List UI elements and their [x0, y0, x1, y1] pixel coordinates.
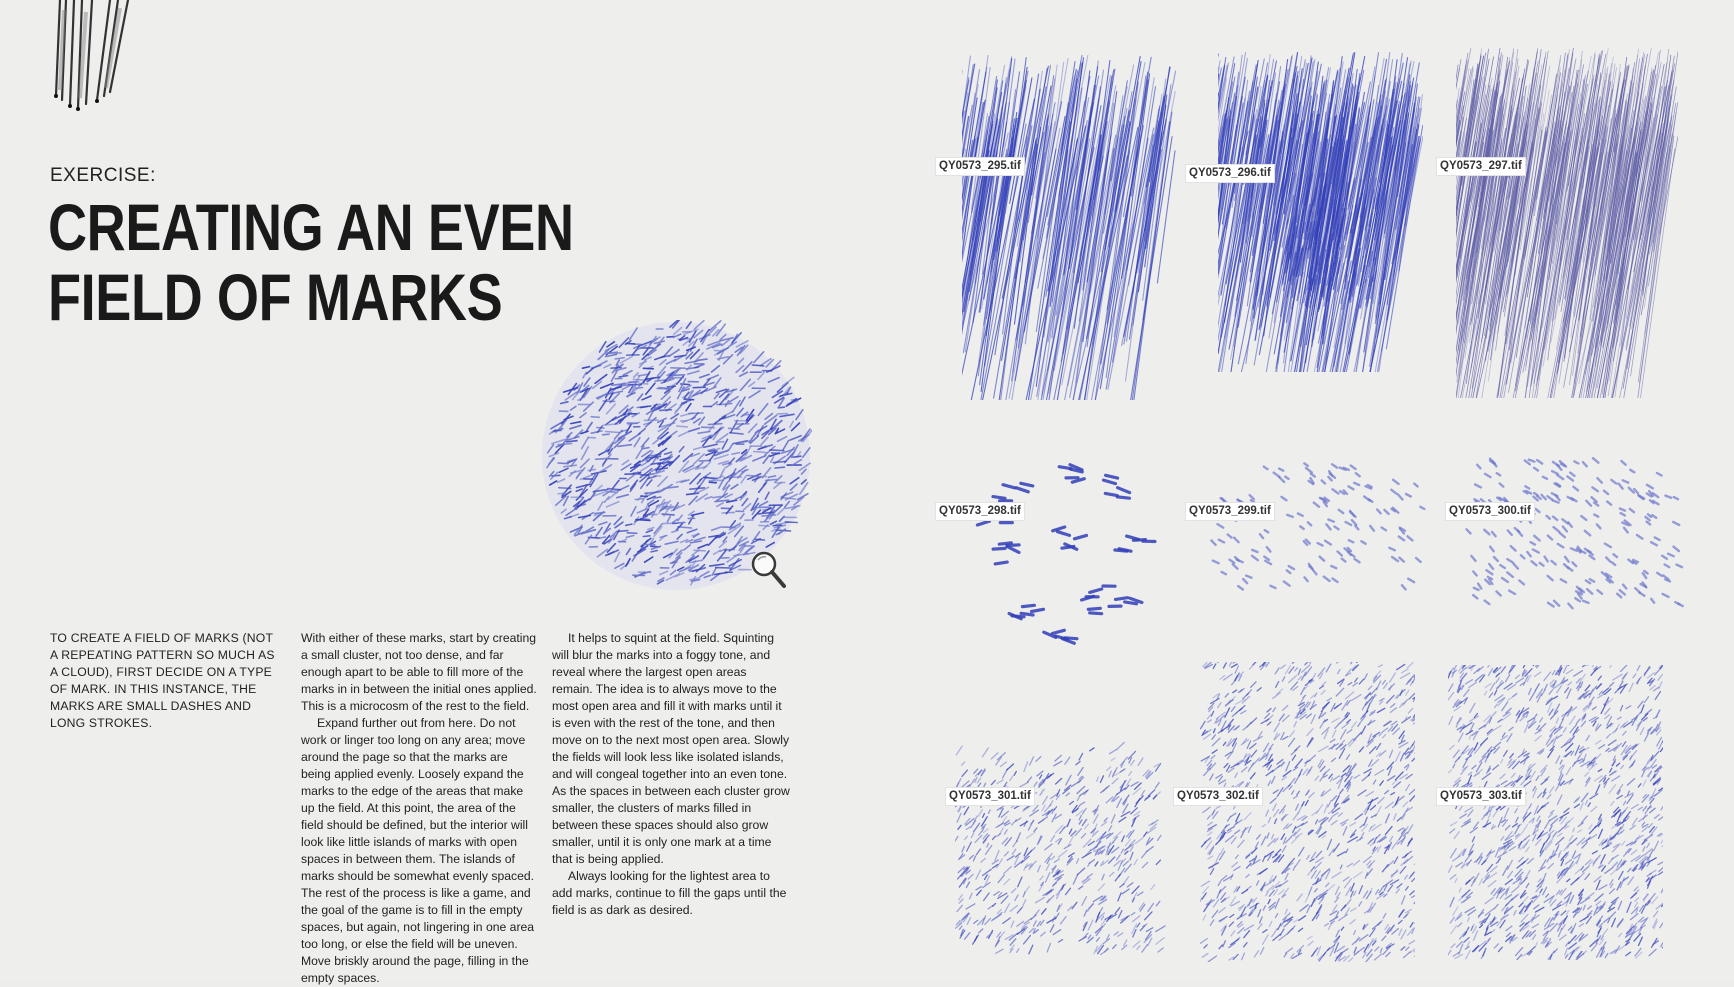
file-label-296: QY0573_296.tif — [1186, 165, 1274, 182]
body-paragraph: Expand further out from here. Do not work or linger too long on any area; move around the page so that the marks are being applied evenly. Loosely expand the marks to the edge of the areas that make up the field. At this point, the area of the field should be defined, but the interior will look like little islands of marks with open spaces in between them. The islands of marks should be somewhat evenly spaced. The rest of the process is like a game, and the goal of the game is to fill in the empty spaces, but again, not lingering in one area too long, or else the field will be uneven. Move briskly around the page, filling in the empty spaces. — [301, 715, 539, 987]
body-paragraph: Always looking for the lightest area to add marks, continue to fill the gaps until the field is as dark as desired. — [552, 868, 790, 919]
pencils-sketch-image — [52, 0, 132, 115]
intro-text: TO CREATE A FIELD OF MARKS (NOT A REPEATING PATTERN SO MUCH AS A CLOUD), FIRST DECIDE ON A TYPE OF MARK. IN THIS INSTANCE, THE MARKS ARE SMALL DASHES AND LONG STROKES. — [50, 630, 278, 732]
swatch-image-302 — [1200, 662, 1415, 962]
swatch-image-303 — [1448, 665, 1663, 960]
body-column-3 — [552, 630, 790, 919]
title-line-1: CREATING AN EVEN — [48, 192, 474, 262]
magnifier-icon[interactable] — [748, 548, 790, 592]
exercise-label: EXERCISE: — [50, 165, 156, 187]
swatch-image-295 — [962, 55, 1176, 400]
title-line-2: FIELD OF MARKS — [48, 262, 474, 332]
intro-column — [50, 630, 278, 732]
body-paragraph: With either of these marks, start by creating a small cluster, not too dense, and far enough apart to be able to fill more of the marks in in between the initial ones applied. This is a microcosm of the rest to the field. — [301, 630, 539, 715]
file-label-298: QY0573_298.tif — [936, 503, 1024, 520]
body-column-2 — [301, 630, 539, 987]
file-label-302: QY0573_302.tif — [1174, 788, 1262, 805]
swatch-image-296 — [1218, 52, 1423, 372]
page-title — [48, 192, 474, 332]
swatch-image-298 — [968, 445, 1164, 655]
file-label-295: QY0573_295.tif — [936, 158, 1024, 175]
file-label-300: QY0573_300.tif — [1446, 503, 1534, 520]
swatch-image-299 — [1205, 455, 1427, 595]
file-label-301: QY0573_301.tif — [946, 788, 1034, 805]
body-paragraph: It helps to squint at the field. Squinting will blur the marks into a foggy tone, and reveal where the largest open areas remain. The idea is to always move to the most open area and fill it with marks until it is even with the rest of the tone, and then move on to the next most open area. Slowly the fields will look less like isolated islands, and will congeal together into an even tone. As the spaces in between each cluster grow smaller, the clusters of marks filled in between these spaces should also grow smaller, until it is only one mark at a time that is being applied. — [552, 630, 790, 868]
file-label-303: QY0573_303.tif — [1437, 788, 1525, 805]
swatch-image-300 — [1460, 452, 1686, 610]
swatch-image-297 — [1456, 48, 1678, 398]
swatch-image-301 — [955, 725, 1170, 955]
file-label-297: QY0573_297.tif — [1437, 158, 1525, 175]
file-label-299: QY0573_299.tif — [1186, 503, 1274, 520]
